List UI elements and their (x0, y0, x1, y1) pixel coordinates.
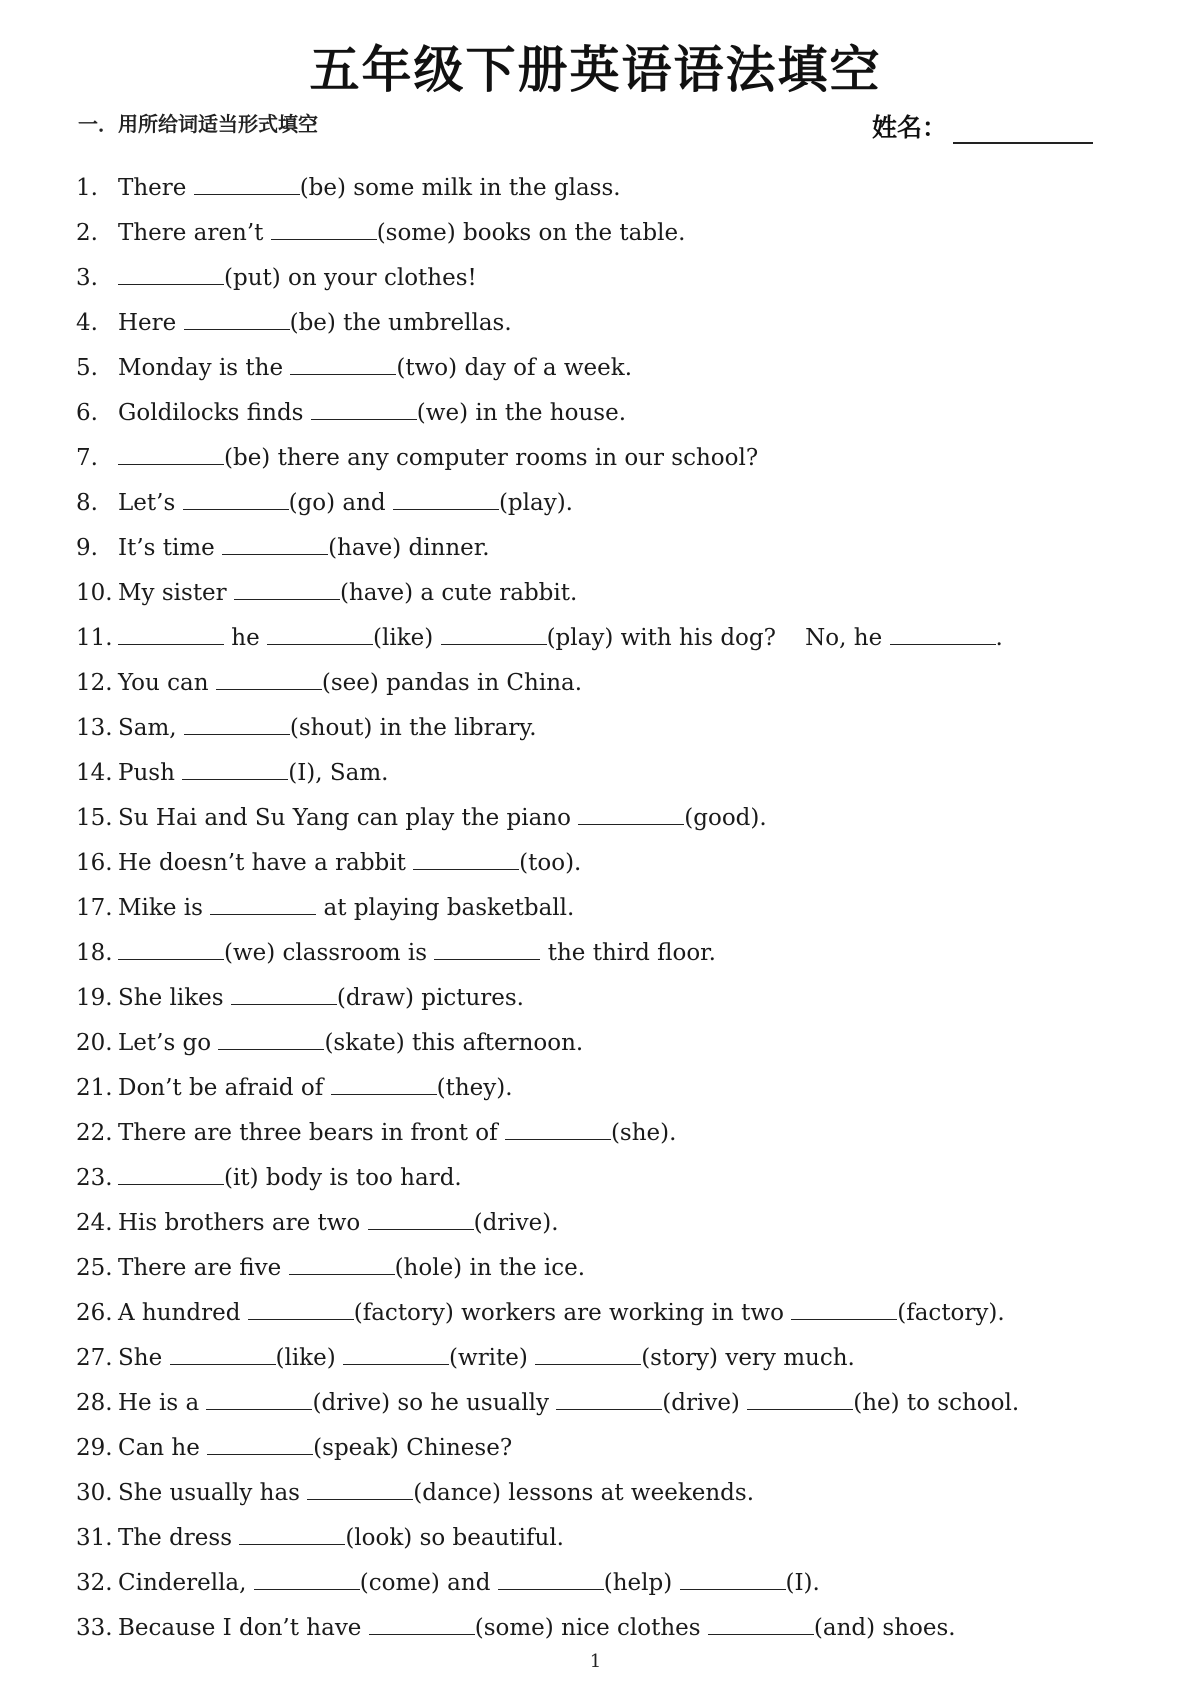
answer-blank[interactable] (118, 1162, 224, 1185)
question-text: (we) in the house. (416, 400, 627, 426)
answer-blank[interactable] (369, 1612, 475, 1635)
answer-blank[interactable] (254, 1567, 360, 1590)
question-item (76, 1561, 1136, 1606)
question-text: Let’s (118, 490, 183, 516)
question-item (76, 1021, 1136, 1066)
question-number: 12. (76, 670, 113, 696)
question-text: (play). (498, 490, 573, 516)
question-item (76, 616, 1136, 661)
question-text: (we) classroom is (224, 940, 435, 966)
answer-blank[interactable] (331, 1072, 437, 1095)
answer-blank[interactable] (118, 937, 224, 960)
question-item (76, 1201, 1136, 1246)
question-text: (some) nice clothes (474, 1615, 708, 1641)
answer-blank[interactable] (271, 217, 377, 240)
answer-blank[interactable] (218, 1027, 324, 1050)
question-text: (it) body is too hard. (224, 1165, 462, 1191)
question-text: There are five (118, 1255, 289, 1281)
question-text: (go) and (288, 490, 393, 516)
question-text: Don’t be afraid of (118, 1075, 331, 1101)
answer-blank[interactable] (393, 487, 499, 510)
question-number: 28. (76, 1390, 113, 1416)
answer-blank[interactable] (184, 307, 290, 330)
question-item (76, 931, 1136, 976)
question-number: 6. (76, 400, 98, 426)
question-list (76, 166, 1136, 1651)
question-text: (drive) so he usually (312, 1390, 557, 1416)
answer-blank[interactable] (578, 802, 684, 825)
question-text: (see) pandas in China. (321, 670, 583, 696)
question-item (76, 661, 1136, 706)
answer-blank[interactable] (708, 1612, 814, 1635)
question-item (76, 1156, 1136, 1201)
question-item (76, 481, 1136, 526)
question-text: (shout) in the library. (289, 715, 537, 741)
question-item (76, 436, 1136, 481)
question-number: 31. (76, 1525, 113, 1551)
question-text: he (224, 625, 268, 651)
question-text: at playing basketball. (316, 895, 575, 921)
question-item (76, 1471, 1136, 1516)
answer-blank[interactable] (434, 937, 540, 960)
question-number: 22. (76, 1120, 113, 1146)
question-number: 11. (76, 625, 113, 651)
question-text: (too). (519, 850, 582, 876)
question-text: You can (118, 670, 216, 696)
answer-blank[interactable] (413, 847, 519, 870)
answer-blank[interactable] (267, 622, 373, 645)
question-number: 3. (76, 265, 98, 291)
answer-blank[interactable] (222, 532, 328, 555)
answer-blank[interactable] (210, 892, 316, 915)
question-text: (factory). (897, 1300, 1005, 1326)
question-item (76, 796, 1136, 841)
answer-blank[interactable] (248, 1297, 354, 1320)
name-label: 姓名： (872, 113, 948, 142)
answer-blank[interactable] (182, 757, 288, 780)
question-text: My sister (118, 580, 234, 606)
question-item (76, 166, 1136, 211)
question-text: (hole) in the ice. (394, 1255, 586, 1281)
question-text: (be) some milk in the glass. (299, 175, 621, 201)
question-text: Push (118, 760, 183, 786)
answer-blank[interactable] (343, 1342, 449, 1365)
question-text: Su Hai and Su Yang can play the piano (118, 805, 579, 831)
question-text: (like) (373, 625, 441, 651)
answer-blank[interactable] (206, 1387, 312, 1410)
answer-blank[interactable] (556, 1387, 662, 1410)
question-text: (skate) this afternoon. (324, 1030, 584, 1056)
question-text: (he) to school. (853, 1390, 1020, 1416)
question-text: There (118, 175, 194, 201)
question-number: 23. (76, 1165, 113, 1191)
answer-blank[interactable] (234, 577, 340, 600)
question-text: Can he (118, 1435, 208, 1461)
question-text: He is a (118, 1390, 207, 1416)
question-number: 13. (76, 715, 113, 741)
question-text: Let’s go (118, 1030, 219, 1056)
question-number: 1. (76, 175, 98, 201)
name-blank[interactable] (953, 114, 1093, 144)
question-item (76, 301, 1136, 346)
section-heading: 一．用所给词适当形式填空 (78, 112, 318, 136)
question-text: (look) so beautiful. (345, 1525, 564, 1551)
question-item (76, 1336, 1136, 1381)
answer-blank[interactable] (207, 1432, 313, 1455)
answer-blank[interactable] (498, 1567, 604, 1590)
question-number: 20. (76, 1030, 113, 1056)
question-item (76, 1606, 1136, 1651)
answer-blank[interactable] (170, 1342, 276, 1365)
question-text: the third floor. (540, 940, 716, 966)
question-number: 10. (76, 580, 113, 606)
question-text: Cinderella, (118, 1570, 254, 1596)
question-item (76, 886, 1136, 931)
question-item (76, 1381, 1136, 1426)
question-text: (I). (785, 1570, 820, 1596)
question-number: 14. (76, 760, 113, 786)
answer-blank[interactable] (184, 712, 290, 735)
question-number: 33. (76, 1615, 113, 1641)
answer-blank[interactable] (307, 1477, 413, 1500)
question-item (76, 1426, 1136, 1471)
question-text: (they). (436, 1075, 513, 1101)
question-item (76, 571, 1136, 616)
question-item (76, 526, 1136, 571)
question-text: (draw) pictures. (336, 985, 524, 1011)
question-item (76, 1516, 1136, 1561)
question-text: (two) day of a week. (396, 355, 633, 381)
question-number: 8. (76, 490, 98, 516)
question-text: Mike is (118, 895, 211, 921)
question-text: (have) a cute rabbit. (339, 580, 578, 606)
question-number: 25. (76, 1255, 113, 1281)
question-text: (story) very much. (641, 1345, 855, 1371)
question-number: 15. (76, 805, 113, 831)
question-item (76, 706, 1136, 751)
question-text: (put) on your clothes! (224, 265, 477, 291)
question-text: (speak) Chinese? (313, 1435, 513, 1461)
question-text: (dance) lessons at weekends. (413, 1480, 755, 1506)
question-item (76, 1066, 1136, 1111)
question-text: His brothers are two (118, 1210, 368, 1236)
name-field (872, 108, 1093, 144)
question-text: (come) and (359, 1570, 498, 1596)
question-text: The dress (118, 1525, 240, 1551)
question-text: There are three bears in front of (118, 1120, 505, 1146)
question-item (76, 1246, 1136, 1291)
answer-blank[interactable] (239, 1522, 345, 1545)
question-text: (good). (684, 805, 767, 831)
question-number: 26. (76, 1300, 113, 1326)
question-text: (be) the umbrellas. (289, 310, 512, 336)
question-number: 7. (76, 445, 98, 471)
answer-blank[interactable] (118, 442, 224, 465)
question-text: (play) with his dog? No, he (546, 625, 890, 651)
answer-blank[interactable] (118, 262, 224, 285)
question-number: 21. (76, 1075, 113, 1101)
answer-blank[interactable] (368, 1207, 474, 1230)
page-number: 1 (589, 1651, 602, 1672)
question-text: Goldilocks finds (118, 400, 311, 426)
question-number: 29. (76, 1435, 113, 1461)
question-number: 32. (76, 1570, 113, 1596)
answer-blank[interactable] (791, 1297, 897, 1320)
answer-blank[interactable] (183, 487, 289, 510)
question-text: She likes (118, 985, 231, 1011)
question-item (76, 256, 1136, 301)
answer-blank[interactable] (505, 1117, 611, 1140)
answer-blank[interactable] (231, 982, 337, 1005)
answer-blank[interactable] (289, 1252, 395, 1275)
answer-blank[interactable] (890, 622, 996, 645)
question-number: 16. (76, 850, 113, 876)
question-text: (have) dinner. (328, 535, 490, 561)
question-text: (she). (610, 1120, 677, 1146)
question-text: . (995, 625, 1003, 651)
question-item (76, 976, 1136, 1021)
answer-blank[interactable] (441, 622, 547, 645)
question-text: She (118, 1345, 170, 1371)
question-item (76, 841, 1136, 886)
answer-blank[interactable] (311, 397, 417, 420)
question-text: (write) (449, 1345, 536, 1371)
question-text: (drive) (662, 1390, 748, 1416)
answer-blank[interactable] (290, 352, 396, 375)
question-number: 27. (76, 1345, 113, 1371)
answer-blank[interactable] (216, 667, 322, 690)
question-text: (be) there any computer rooms in our school? (224, 445, 759, 471)
question-item (76, 1111, 1136, 1156)
question-text: He doesn’t have a rabbit (118, 850, 414, 876)
question-number: 17. (76, 895, 113, 921)
question-text: Because I don’t have (118, 1615, 369, 1641)
question-item (76, 346, 1136, 391)
question-item (76, 751, 1136, 796)
question-item (76, 1291, 1136, 1336)
question-text: Here (118, 310, 184, 336)
question-text: She usually has (118, 1480, 308, 1506)
question-item (76, 391, 1136, 436)
question-number: 18. (76, 940, 113, 966)
question-number: 4. (76, 310, 98, 336)
question-item (76, 211, 1136, 256)
question-text: (drive). (473, 1210, 559, 1236)
question-number: 5. (76, 355, 98, 381)
answer-blank[interactable] (535, 1342, 641, 1365)
answer-blank[interactable] (194, 172, 300, 195)
question-number: 19. (76, 985, 113, 1011)
question-text: There aren’t (118, 220, 271, 246)
question-text: (and) shoes. (813, 1615, 956, 1641)
question-text: Monday is the (118, 355, 291, 381)
question-number: 9. (76, 535, 98, 561)
answer-blank[interactable] (118, 622, 224, 645)
answer-blank[interactable] (747, 1387, 853, 1410)
question-text: (help) (603, 1570, 680, 1596)
question-text: (some) books on the table. (376, 220, 686, 246)
question-text: (like) (275, 1345, 344, 1371)
answer-blank[interactable] (680, 1567, 786, 1590)
question-text: A hundred (118, 1300, 248, 1326)
question-text: It’s time (118, 535, 223, 561)
question-number: 24. (76, 1210, 113, 1236)
question-text: (I), Sam. (288, 760, 389, 786)
question-text: Sam, (118, 715, 184, 741)
question-number: 30. (76, 1480, 113, 1506)
question-number: 2. (76, 220, 98, 246)
question-text: (factory) workers are working in two (353, 1300, 792, 1326)
page-title: 五年级下册英语语法填空 (309, 41, 882, 99)
